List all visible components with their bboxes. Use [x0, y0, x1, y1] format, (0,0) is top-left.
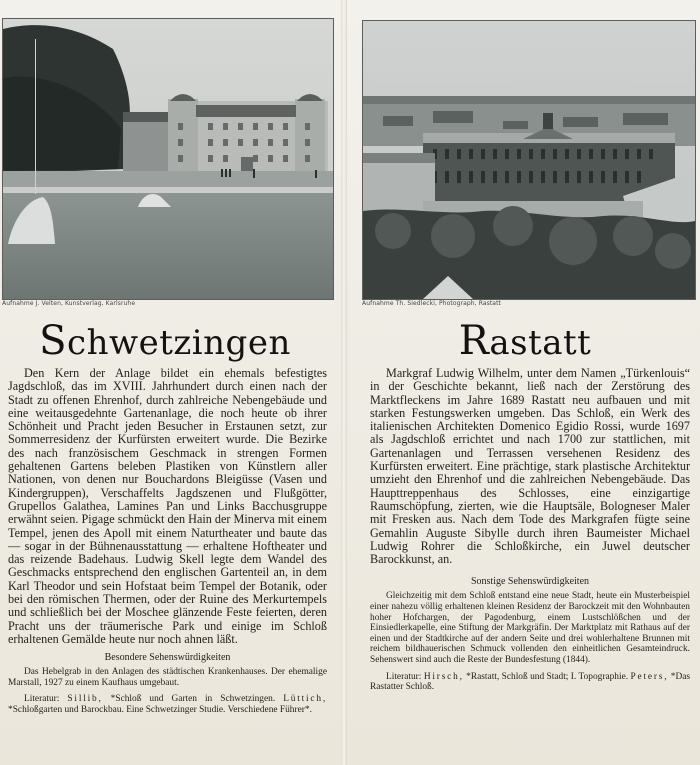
- schwetzingen-sights-heading: Besondere Sehenswürdigkeiten: [104, 652, 231, 664]
- rastatt-main-paragraph: Markgraf Ludwig Wilhelm, unter dem Namen „Türkenlouis“ in der Geschichte bekannt, ließ nach der Zerstörung des Marktfleckens im Jahre 1689 Rastatt neu aufbauen und mit starken Festungswerken umgeben. Das Schloß, ein Werk des italienischen Architekten Domenico Egidio Rossi, wurde 1697 als Jagdschloß errichtet und nach 1700 zur stattlichen, mit Gartenanlagen und Terrassen versehenen Residenz des Kurfürsten erweitert. Eine prächtige, stark plastische Architektur umzieht den Ehrenhof und die zahlreichen Nebengebäude. Das Haupttreppenhaus des Schlosses, eine einzigartige Raumschöpfung, zierten, wie die Hauptsäle, Bologneser Maler mit Fresken aus. Nach dem Tode des Markgrafen fügte seine Gemahlin Auguste Sibylle durch ihren Baumeister Michael Ludwig Rohrer die Schloßkirche, ein Juwel deutscher Barockkunst, an.: [370, 366, 690, 567]
- rastatt-text: [370, 367, 690, 693]
- page-fold: [341, 0, 347, 765]
- rastatt-sights-heading: Sonstige Sehenswürdigkeiten: [470, 576, 590, 588]
- schwetzingen-literature: [8, 694, 327, 715]
- literature-author: Sillib,: [67, 694, 103, 705]
- literature-author: Peters,: [630, 671, 669, 682]
- title-initial: R: [458, 318, 490, 364]
- literature-label: Literatur:: [24, 694, 60, 705]
- literature-author: Lüttich,: [283, 694, 328, 705]
- rastatt-photo-credit: Aufnahme Th. Siedlecki, Photograph, Rastatt: [362, 300, 501, 307]
- rastatt-sights-paragraph: Gleichzeitig mit dem Schloß entstand eine neue Stadt, heute ein Musterbeispiel einer nahezu völlig erhaltenen kleinen Residenz der Barockzeit mit den Wohnbauten hoher Hofchargen, der Pagodenburg, einem Lustschlößchen und der Einsiedlerkapelle, eine Stiftung der Markgräfin. Der Marktplatz mit Rathaus auf der einen und der Stadtkirche auf der andern Seite und drei wohlerhaltene Brunnen mit reichem bildhauerischen Schmuck vollenden den einheitlichen Gesamteindruck. Sehenswert sind auch die Reste der Bundesfestung (1844).: [370, 591, 690, 666]
- literature-label: Literatur:: [386, 671, 422, 682]
- rastatt-literature: [370, 672, 690, 693]
- title-rest: chwetzingen: [67, 323, 291, 363]
- literature-title: *Das Rastatter Schloß.: [370, 671, 691, 693]
- schwetzingen-photo: [2, 18, 334, 300]
- literature-author: Hirsch,: [423, 671, 464, 682]
- schwetzingen-sights-paragraph: Das Hebelgrab in den Anlagen des städtischen Krankenhauses. Der ehemalige Marstall, 1927 zu einem Kaufhaus umgebaut.: [8, 667, 327, 688]
- schwetzingen-text: [8, 367, 327, 716]
- title-rest: astatt: [489, 323, 592, 363]
- rastatt-photo: [362, 20, 696, 300]
- literature-title: *Rastatt, Schloß und Stadt; I. Topographie.: [466, 671, 629, 682]
- literature-title: *Schloß und Garten in Schwetzingen.: [110, 694, 276, 705]
- literature-title: *Schloßgarten und Barockbau. Eine Schwetzinger Studie. Verschiedene Führer*.: [8, 705, 312, 716]
- rastatt-title: [350, 318, 700, 364]
- schwetzingen-photo-credit: Aufnahme J. Velten, Kunstverlag, Karlsruhe: [2, 300, 136, 307]
- schwetzingen-title: [0, 318, 330, 364]
- schwetzingen-main-paragraph: Den Kern der Anlage bildet ein ehemals befestigtes Jagdschloß, das im XVIII. Jahrhundert durch einen nach der Stadt zu offenen Ehrenhof, durch zahlreiche Nebengebäude und eine weitausgedehnte Gartenanlage, die noch heute ob ihrer Schönheit und Pracht jeden Besucher in Erstaunen setzt, zur Sommerresidenz der Kurfürsten erweitert wurde. Die Bezirke des nach französischem Geschmack in strengen Formen gehaltenen Gartens beleben Plastiken von Künstlern aller Nationen, von denen nur Bouchardons Bleigüsse (Vasen und Kindergruppen), Verschaffelts Jagdszenen und Flußgötter, Grupellos Galathea, Lamines Pan und Links Bacchusgruppe erwähnt seien. Pigage schmückt den Hain der Minerva mit einem Tempel, jenen des Apoll mit einem Naturtheater und baute das — sogar in der Bühnenausstattung — erhaltene Hoftheater und das reizende Badehaus. Ludwig Skell legte dem Wandel des Geschmacks entsprechend den englischen Gartenteil an, in dem Karl Theodor und sein Hofstaat beim Tempel der Botanik, oder bei den römischen Thermen, oder der Ruine des Merkurtempels und schließlich bei der Moschee glänzende Feste feierten, deren Pracht uns der träumerische Park und einige im Schloß erhaltenen Gemälde heute nur noch ahnen läßt.: [8, 366, 327, 646]
- title-initial: S: [39, 318, 68, 364]
